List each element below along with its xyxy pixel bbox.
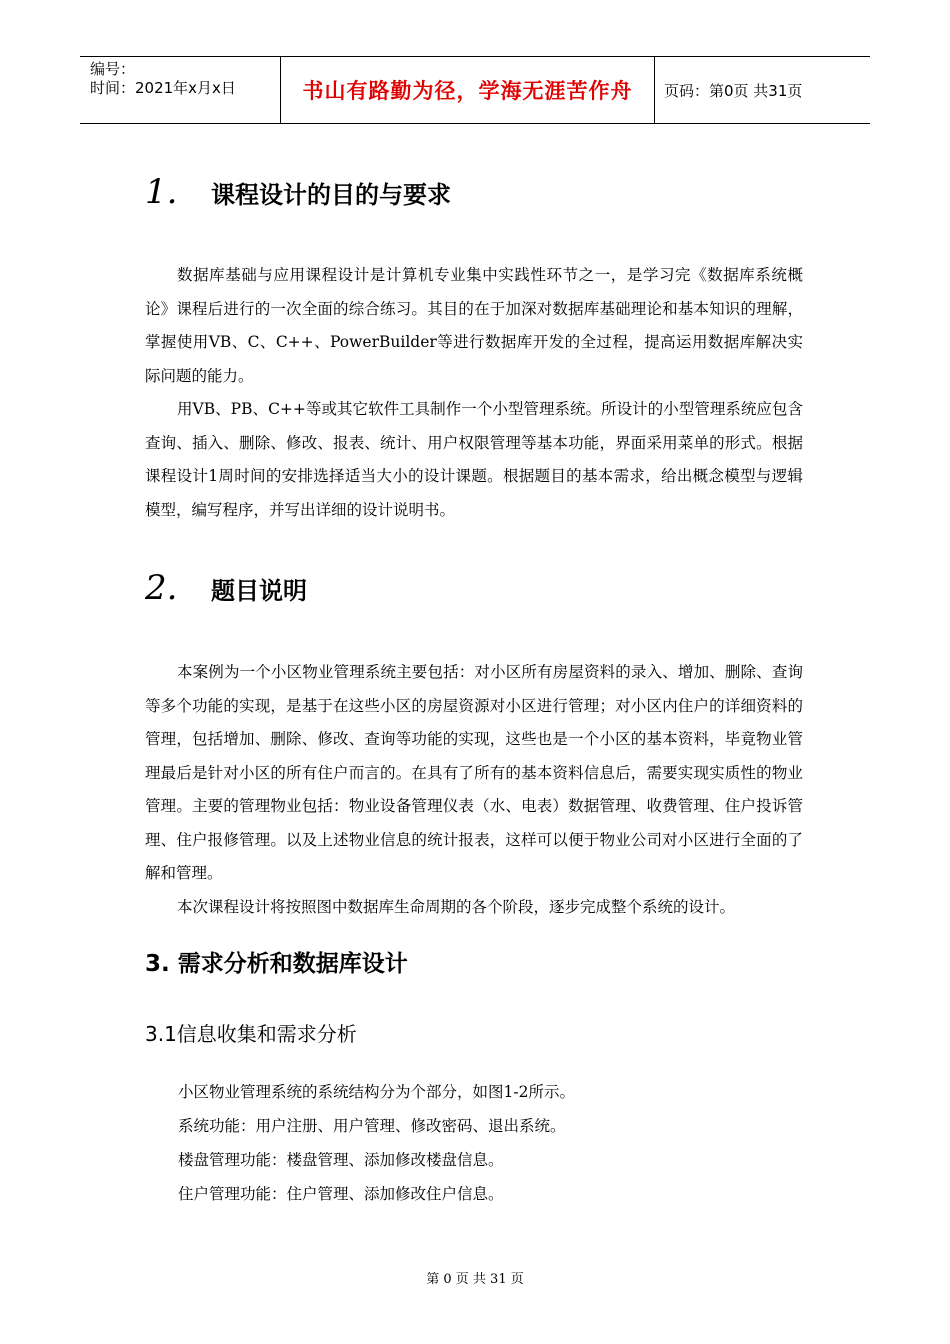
section-2-paragraph-2: 本次课程设计将按照图中数据库生命周期的各个阶段，逐步完成整个系统的设计。: [177, 898, 736, 916]
section-3-line-1: 小区物业管理系统的系统结构分为个部分，如图1-2所示。: [178, 1083, 575, 1101]
section-2-title: 题目说明: [211, 577, 307, 605]
section-2-paragraph-1: 本案例为一个小区物业管理系统主要包括：对小区所有房屋资料的录入、增加、删除、查询等多个功能的实现，是基于在这些小区的房屋资源对小区进行管理；对小区内住户的详细资料的管理，包括增加、删除、修改、查询等功能的实现，这些也是一个小区的基本资料，毕竟物业管理最后是针对小区的所有住户而言的。在具有了所有的基本资料信息后，需要实现实质性的物业管理。主要的管理物业包括：物业设备管理仪表（水、电表）数据管理、收费管理、住户投诉管理、住户报修管理。以及上述物业信息的统计报表，这样可以便于物业公司对小区进行全面的了解和管理。: [145, 663, 803, 882]
subsection-3-1-title: 3.1信息收集和需求分析: [145, 1022, 357, 1046]
header-page-info: 页码：第0页 共31页: [664, 81, 803, 100]
section-1-title: 课程设计的目的与要求: [211, 181, 451, 209]
section-3-title: 3. 需求分析和数据库设计: [145, 951, 408, 977]
section-3-line-2: 系统功能：用户注册、用户管理、修改密码、退出系统。: [178, 1117, 566, 1135]
header-motto: 书山有路勤为径，学海无涯苦作舟: [281, 57, 655, 123]
section-3-line-3: 楼盘管理功能：楼盘管理、添加修改楼盘信息。: [178, 1151, 504, 1169]
section-1-paragraph-2: 用VB、PB、C++等或其它软件工具制作一个小型管理系统。所设计的小型管理系统应包含查询、插入、删除、修改、报表、统计、用户权限管理等基本功能，界面采用菜单的形式。根据课程设计1周时间的安排选择适当大小的设计课题。根据题目的基本需求，给出概念模型与逻辑模型，编写程序，并写出详细的设计说明书。: [145, 400, 803, 519]
section-3-line-4: 住户管理功能：住户管理、添加修改住户信息。: [178, 1185, 504, 1203]
section-1-heading: [145, 172, 451, 212]
section-2-number: 2.: [145, 568, 178, 608]
page-footer: 第 0 页 共 31 页: [426, 1272, 524, 1287]
header-time-label: 时间：2021年x月x日: [90, 79, 236, 97]
header-meta: [80, 57, 281, 123]
section-2-heading: [145, 568, 307, 608]
section-1-number: 1.: [145, 172, 178, 212]
page-header: [80, 56, 870, 124]
header-number-label: 编号：: [90, 60, 136, 78]
section-1-paragraph-1: 数据库基础与应用课程设计是计算机专业集中实践性环节之一，是学习完《数据库系统概论》课程后进行的一次全面的综合练习。其目的在于加深对数据库基础理论和基本知识的理解，掌握使用VB、C、C++、PowerBuilder等进行数据库开发的全过程，提高运用数据库解决实际问题的能力。: [145, 266, 803, 385]
